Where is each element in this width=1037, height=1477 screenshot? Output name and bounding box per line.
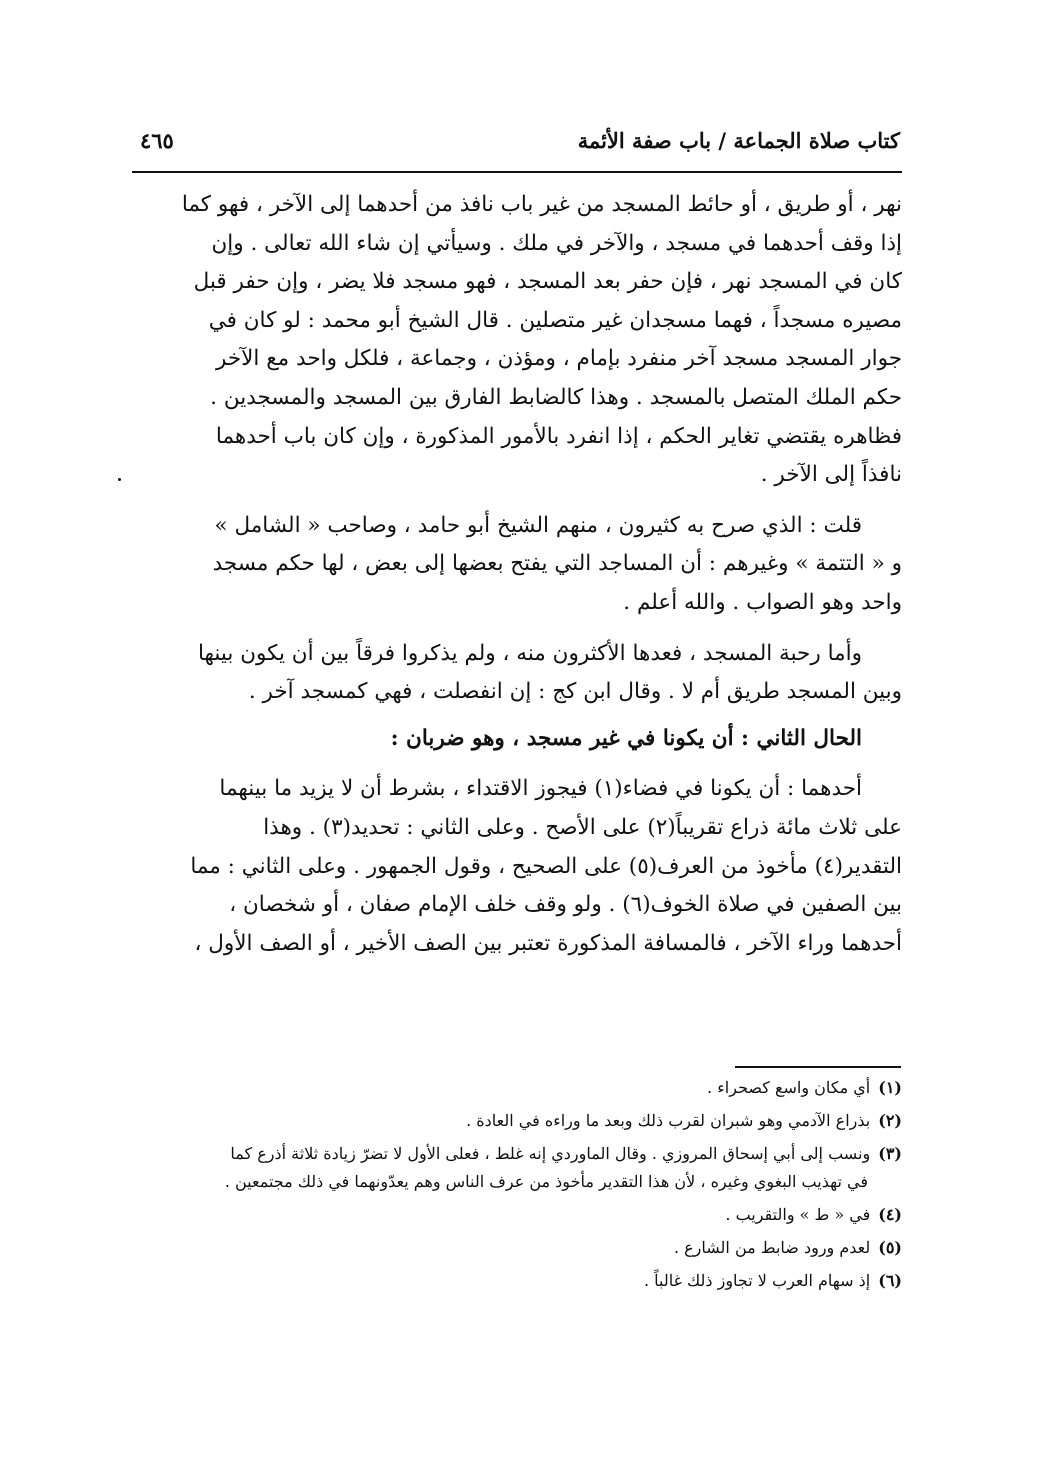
text-line: جوار المسجد مسجد آخر منفرد بإمام ، ومؤذن ، وجماعة ، فلكل واحد مع الآخر bbox=[216, 346, 902, 372]
paragraph-1 bbox=[132, 186, 902, 495]
text-line: فظاهره يقتضي تغاير الحكم ، إذا انفرد بالأمور المذكورة ، وإن كان باب أحدهما bbox=[215, 423, 902, 449]
stray-mark bbox=[118, 478, 121, 481]
text-line: على ثلاث مائة ذراع تقريباً(٢) على الأصح . وعلى الثاني : تحديد(٣) . وهذا bbox=[263, 814, 902, 840]
footnote-4: (٤)في « ط » والتقريب . bbox=[725, 1205, 902, 1224]
text-line: وأما رحبة المسجد ، فعدها الأكثرون منه ، ولم يذكروا فرقاً بين أن يكون بينها bbox=[197, 640, 862, 666]
text-line: نهر ، أو طريق ، أو حائط المسجد من غير باب نافذ من أحدهما إلى الآخر ، فهو كما bbox=[181, 192, 902, 217]
chapter-title: كتاب صلاة الجماعة / باب صفة الأئمة bbox=[577, 128, 900, 153]
footnote-3: (٣)ونسب إلى أبي إسحاق المروزي . وقال الماوردي إنه غلط ، فعلى الأول لا تضرّ زيادة ثلاثة أذرع كما bbox=[230, 1144, 902, 1163]
text-line: إذا وقف أحدهما في مسجد ، والآخر في ملك . وسيأتي إن شاء الله تعالى . وإن bbox=[211, 230, 902, 256]
footnote-5: (٥)لعدم ورود ضابط من الشارع . bbox=[673, 1238, 902, 1257]
text-line: التقدير(٤) مأخوذ من العرف(٥) على الصحيح ، وقول الجمهور . وعلى الثاني : مما bbox=[190, 853, 902, 879]
text-line: بين الصفين في صلاة الخوف(٦) . ولو وقف خلف الإمام صفان ، أو شخصان ، bbox=[229, 892, 902, 918]
footnote-1: (١)أي مكان واسع كصحراء . bbox=[707, 1078, 902, 1097]
footnote-2: (٢)بذراع الآدمي وهو شبران لقرب ذلك وبعد ما وراءه في العادة . bbox=[466, 1111, 902, 1130]
section-heading-line: الحال الثاني : أن يكونا في غير مسجد ، وهو ضربان : bbox=[390, 725, 862, 751]
text-line: نافذاً إلى الآخر . bbox=[760, 462, 902, 488]
footnote-6: (٦)إذ سهام العرب لا تجاوز ذلك غالباً . bbox=[643, 1271, 902, 1290]
text-line: مصيره مسجداً ، فهما مسجدان غير متصلين . قال الشيخ أبو محمد : لو كان في bbox=[208, 307, 902, 333]
paragraph-5 bbox=[132, 770, 902, 963]
text-line: حكم الملك المتصل بالمسجد . وهذا كالضابط الفارق بين المسجد والمسجدين . bbox=[210, 384, 902, 410]
page-number: ٤٦٥ bbox=[140, 128, 174, 153]
text-line: كان في المسجد نهر ، فإن حفر بعد المسجد ، فهو مسجد فلا يضر ، وإن حفر قبل bbox=[193, 269, 902, 295]
header-rule bbox=[132, 171, 902, 173]
text-line: واحد وهو الصواب . والله أعلم . bbox=[623, 589, 902, 615]
text-line: وبين المسجد طريق أم لا . وقال ابن كج : إن انفصلت ، فهي كمسجد آخر . bbox=[248, 679, 902, 705]
footnote-rule bbox=[735, 1066, 901, 1068]
text-line: أحدهما وراء الآخر ، فالمسافة المذكورة تعتبر بين الصف الأخير ، أو الصف الأول ، bbox=[194, 930, 902, 956]
footnote-3-continuation: في تهذيب البغوي وغيره ، لأن هذا التقدير مأخوذ من عرف الناس وهم يعدّونهما في ذلك مجتمعين . bbox=[224, 1172, 868, 1191]
paragraph-2 bbox=[132, 507, 902, 623]
main-text bbox=[132, 186, 902, 963]
running-header bbox=[132, 122, 900, 166]
text-line: أحدهما : أن يكونا في فضاء(١) فيجوز الاقتداء ، بشرط أن لا يزيد ما بينهما bbox=[219, 776, 862, 802]
text-line: و « التتمة » وغيرهم : أن المساجد التي يفتح بعضها إلى بعض ، لها حكم مسجد bbox=[212, 551, 902, 577]
paragraph-3 bbox=[132, 635, 902, 712]
paragraph-4 bbox=[132, 720, 902, 759]
text-line: قلت : الذي صرح به كثيرون ، منهم الشيخ أبو حامد ، وصاحب « الشامل » bbox=[214, 512, 862, 538]
footnotes bbox=[132, 1075, 902, 1301]
